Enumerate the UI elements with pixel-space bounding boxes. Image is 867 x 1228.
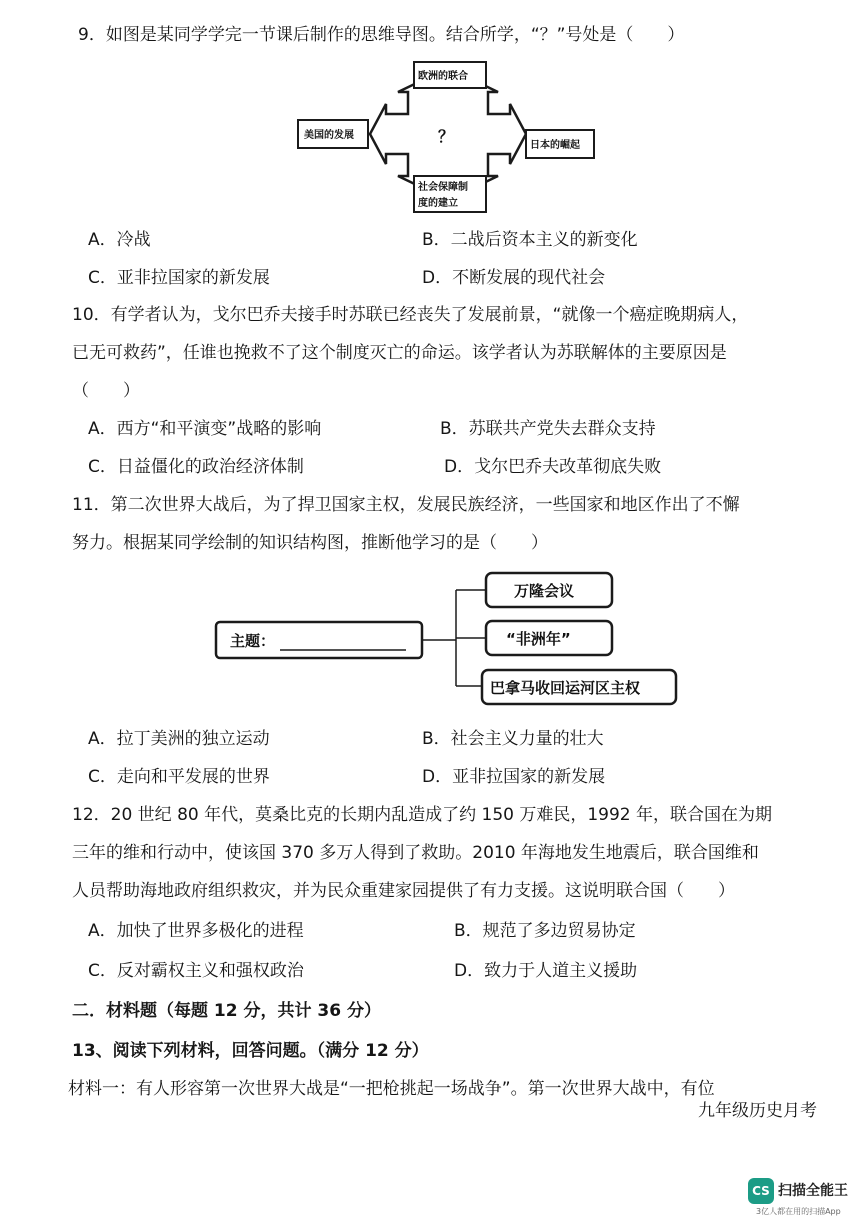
q10-option-a: A．西方“和平演变”战略的影响 — [88, 419, 322, 439]
q9-top-box: 欧洲的联合 — [418, 71, 468, 82]
q11-option-d: D．亚非拉国家的新发展 — [422, 767, 606, 787]
q9-right-box: 日本的崛起 — [530, 140, 580, 151]
scanner-watermark — [748, 1178, 856, 1222]
q9-stem: 9．如图是某同学学完一节课后制作的思维导图。结合所学，“？”号处是（ ） — [78, 25, 685, 45]
q13-material-1: 材料一：有人形容第一次世界大战是“一把枪挑起一场战争”。第一次世界大战中，有位 — [68, 1079, 715, 1099]
q13-stem: 13、阅读下列材料，回答问题。（满分 12 分） — [72, 1041, 429, 1061]
q10-line2: 已无可救药”，任谁也挽救不了这个制度灭亡的命运。该学者认为苏联解体的主要原因是 — [72, 343, 727, 363]
q9-option-a: A．冷战 — [88, 230, 151, 250]
scanner-app-name: 扫描全能王 — [778, 1183, 848, 1199]
q12-line2: 三年的维和行动中，使该国 370 多万人得到了救助。2010 年海地发生地震后，联合国维和 — [72, 843, 759, 863]
q11-item-africa-year: “非洲年” — [506, 630, 571, 648]
q11-line2: 努力。根据某同学绘制的知识结构图，推断他学习的是（ ） — [72, 533, 548, 553]
scanner-tagline: 3亿人都在用的扫描App — [756, 1207, 841, 1216]
q11-item-panama: 巴拿马收回运河区主权 — [490, 679, 641, 697]
q9-option-c: C．亚非拉国家的新发展 — [88, 268, 270, 288]
q11-theme-label: 主题： — [230, 632, 276, 650]
q10-option-c: C．日益僵化的政治经济体制 — [88, 457, 304, 477]
q9-bottom-box-line2: 度的建立 — [418, 198, 458, 209]
q9-center-mark: ？ — [438, 127, 455, 146]
q10-option-d: D．戈尔巴乔夫改革彻底失败 — [444, 457, 662, 477]
q12-option-a: A．加快了世界多极化的进程 — [88, 921, 304, 941]
q11-option-c: C．走向和平发展的世界 — [88, 767, 270, 787]
q12-line1: 12．20 世纪 80 年代，莫桑比克的长期内乱造成了约 150 万难民，1992 年，联合国在为期 — [72, 805, 773, 825]
q10-line1: 10．有学者认为，戈尔巴乔夫接手时苏联已经丧失了发展前景，“就像一个癌症晚期病人， — [72, 305, 749, 325]
q11-option-a: A．拉丁美洲的独立运动 — [88, 729, 270, 749]
q9-option-b: B．二战后资本主义的新变化 — [422, 230, 638, 250]
q11-line1: 11．第二次世界大战后，为了捍卫国家主权，发展民族经济，一些国家和地区作出了不懈 — [72, 495, 740, 515]
q12-line3: 人员帮助海地政府组织救灾，并为民众重建家园提供了有力支援。这说明联合国（ ） — [72, 881, 735, 901]
q12-option-b: B．规范了多边贸易协定 — [454, 921, 636, 941]
q9-bottom-box-line1: 社会保障制 — [418, 182, 468, 193]
q10-option-b: B．苏联共产党失去群众支持 — [440, 419, 656, 439]
q9-left-box: 美国的发展 — [304, 130, 354, 141]
section-2-heading: 二．材料题（每题 12 分，共计 36 分） — [72, 1001, 381, 1021]
q9-mind-map — [290, 58, 620, 218]
q12-option-d: D．致力于人道主义援助 — [454, 961, 638, 981]
camscanner-logo-icon: CS — [748, 1178, 774, 1204]
q12-option-c: C．反对霸权主义和强权政治 — [88, 961, 304, 981]
q10-line3: （ ） — [72, 381, 140, 401]
q11-option-b: B．社会主义力量的壮大 — [422, 729, 604, 749]
q11-knowledge-structure — [210, 568, 680, 708]
q11-item-bandung: 万隆会议 — [514, 582, 575, 600]
page-footer: 九年级历史月考 — [698, 1101, 817, 1121]
q9-option-d: D．不断发展的现代社会 — [422, 268, 606, 288]
